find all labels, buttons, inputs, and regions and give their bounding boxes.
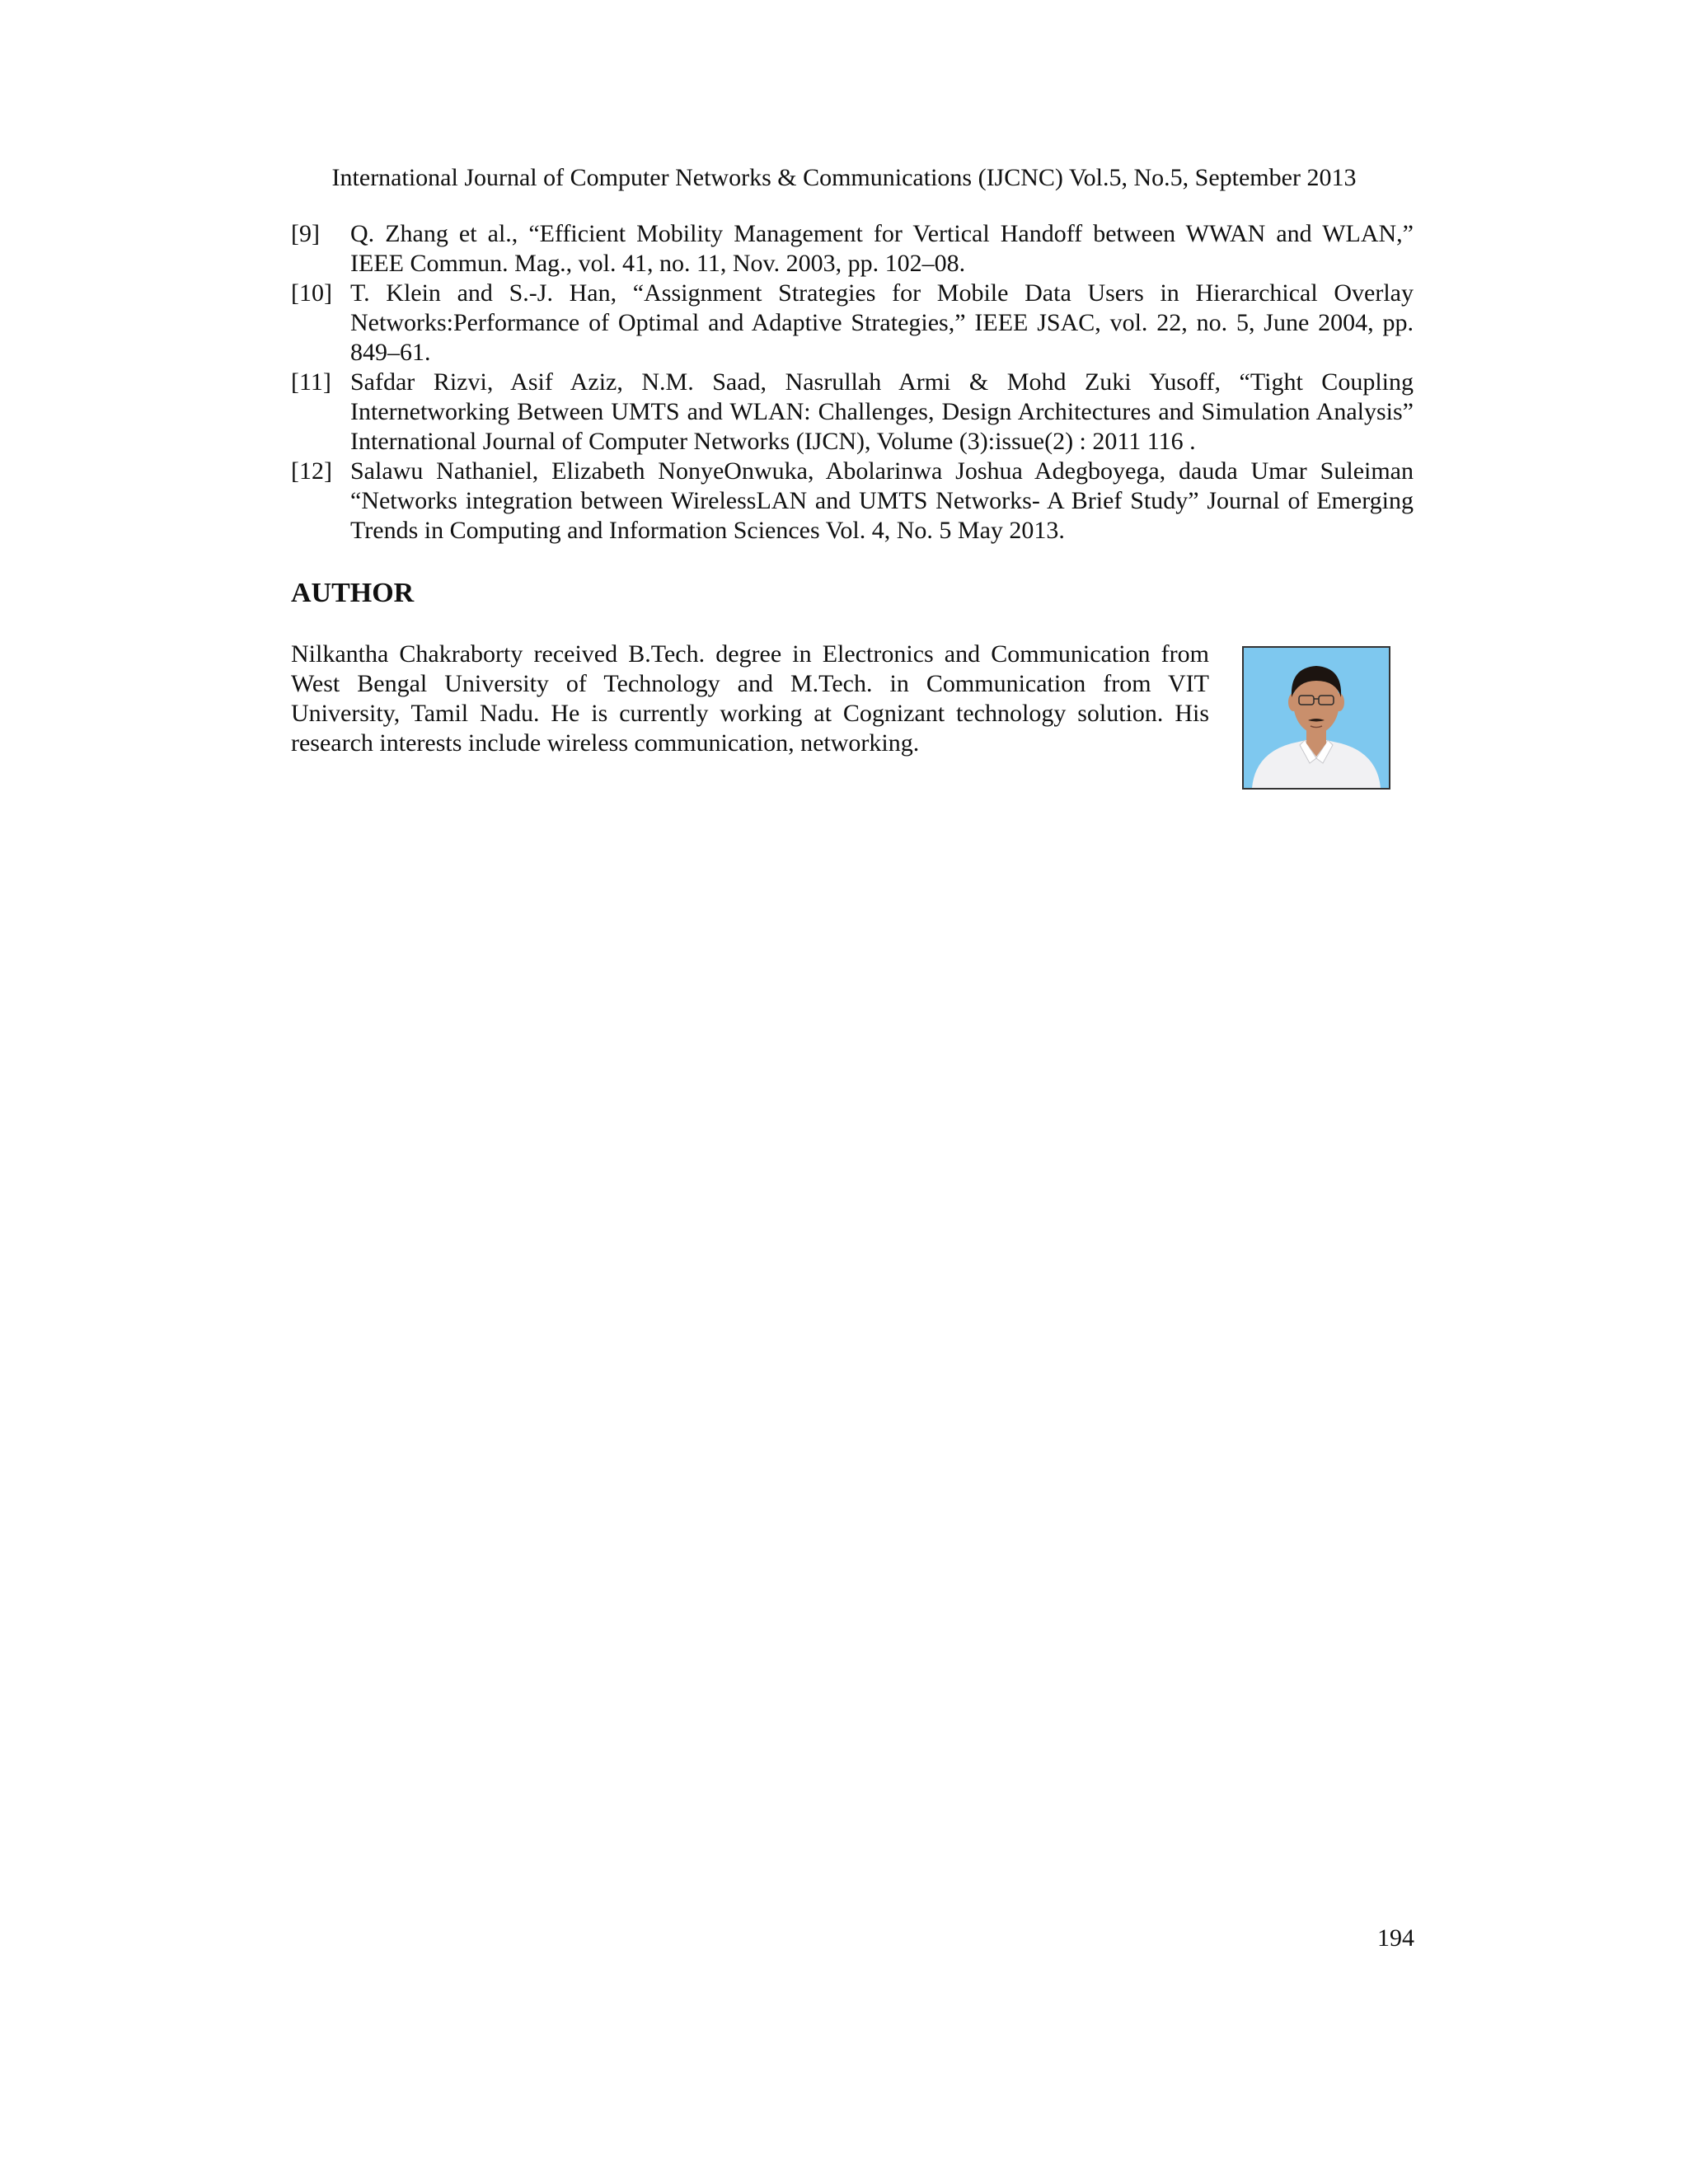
reference-number: [11] xyxy=(291,368,331,396)
reference-item xyxy=(291,368,1414,457)
reference-text: T. Klein and S.-J. Han, “Assignment Strategies for Mobile Data Users in Hierarchical Overlay Networks:Performance of Optimal and Adaptive Strategies,” IEEE JSAC, vol. 22, no. 5, June 2004, pp. 849–61. xyxy=(350,279,1414,366)
author-section-heading: AUTHOR xyxy=(291,578,415,608)
reference-text: Safdar Rizvi, Asif Aziz, N.M. Saad, Nasrullah Armi & Mohd Zuki Yusoff, “Tight Coupling Internetworking Between UMTS and WLAN: Challenges, Design Architectures and Simulation Analysis” International Journal of Computer Networks (IJCN), Volume (3):issue(2) : 2011 116 . xyxy=(350,368,1414,455)
reference-item xyxy=(291,279,1414,368)
reference-number: [12] xyxy=(291,457,332,485)
reference-text: Salawu Nathaniel, Elizabeth NonyeOnwuka, Abolarinwa Joshua Adegboyega, dauda Umar Suleiman “Networks integration between WirelessLAN and UMTS Networks- A Brief Study” Journal of Emerging Trends in Computing and Information Sciences Vol. 4, No. 5 May 2013. xyxy=(350,457,1414,544)
reference-text: Q. Zhang et al., “Efficient Mobility Management for Vertical Handoff between WWAN and WLAN,” IEEE Commun. Mag., vol. 41, no. 11, Nov. 2003, pp. 102–08. xyxy=(350,220,1414,277)
running-header: International Journal of Computer Networks & Communications (IJCNC) Vol.5, No.5, September 2013 xyxy=(331,164,1357,191)
reference-number: [9] xyxy=(291,220,320,247)
author-bio: Nilkantha Chakraborty received B.Tech. degree in Electronics and Communication from West Bengal University of Technology and M.Tech. in Communication from VIT University, Tamil Nadu. He is currently working at Cognizant technology solution. His research interests include wireless communication, networking. xyxy=(291,640,1209,757)
reference-item xyxy=(291,219,1414,279)
author-portrait-image xyxy=(1244,648,1389,788)
author-photo xyxy=(1242,646,1390,790)
references-list xyxy=(291,219,1414,546)
reference-item xyxy=(291,457,1414,546)
page-number: 194 xyxy=(1377,1924,1414,1952)
reference-number: [10] xyxy=(291,279,332,307)
